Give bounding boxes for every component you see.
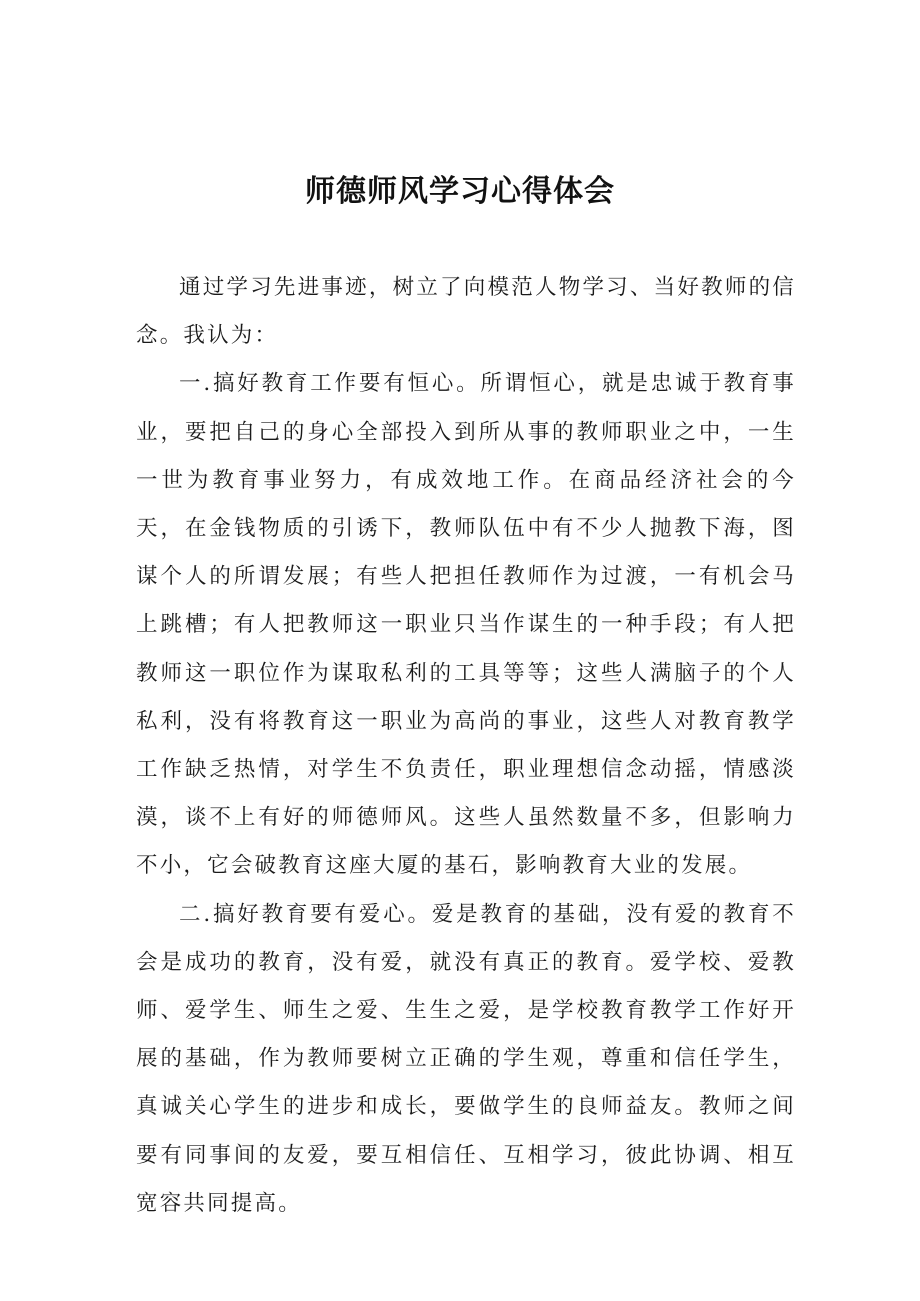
document-body: [136, 264, 796, 1228]
document-title: 师德师风学习心得体会: [305, 174, 615, 209]
paragraph-perseverance: 一.搞好教育工作要有恒心。所谓恒心，就是忠诚于教育事业，要把自己的身心全部投入到所从事的教师职业之中，一生一世为教育事业努力，有成效地工作。在商品经济社会的今天，在金钱物质的引诱下，教师队伍中有不少人抛教下海，图谋个人的所谓发展；有些人把担任教师作为过渡，一有机会马上跳槽；有人把教师这一职业只当作谋生的一种手段；有人把教师这一职位作为谋取私利的工具等等；这些人满脑子的个人私利，没有将教育这一职业为高尚的事业，这些人对教育教学工作缺乏热情，对学生不负责任，职业理想信念动摇，情感淡漠，谈不上有好的师德师风。这些人虽然数量不多，但影响力不小，它会破教育这座大厦的基石，影响教育大业的发展。: [136, 371, 796, 879]
paragraph-love: 二.搞好教育要有爱心。爱是教育的基础，没有爱的教育不会是成功的教育，没有爱，就没有真正的教育。爱学校、爱教师、爱学生、师生之爱、生生之爱，是学校教育教学工作好开展的基础，作为教师要树立正确的学生观，尊重和信任学生，真诚关心学生的进步和成长，要做学生的良师益友。教师之间要有同事间的友爱，要互相信任、互相学习，彼此协调、相互宽容共同提高。: [136, 901, 796, 1216]
paragraph-intro: 通过学习先进事迹，树立了向模范人物学习、当好教师的信念。我认为：: [136, 275, 796, 349]
